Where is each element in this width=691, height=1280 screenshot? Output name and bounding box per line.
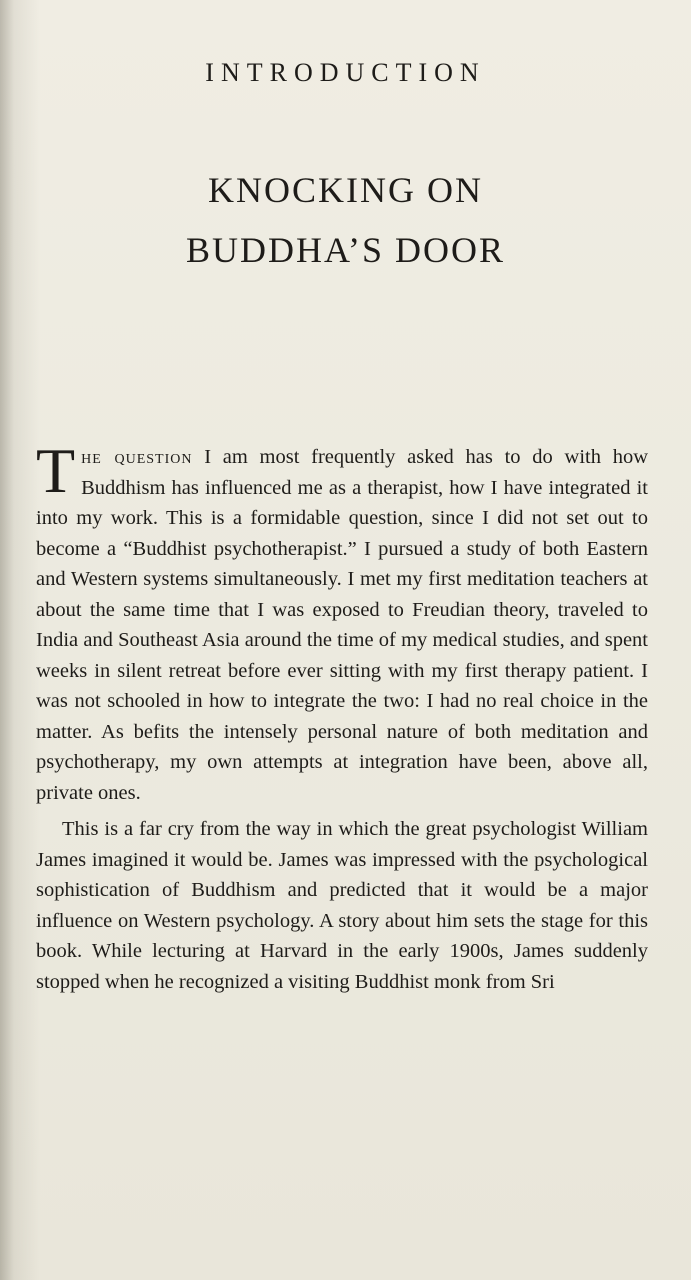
- drop-cap: T: [36, 435, 76, 506]
- paragraph-1: [36, 435, 648, 808]
- body-text: [36, 435, 648, 997]
- chapter-title: [0, 160, 691, 280]
- chapter-label: INTRODUCTION: [205, 58, 486, 87]
- paragraph-1-text: I am most frequently asked has to do with how Buddhism has influenced me as a therapist, how I have integrated it into my work. This is a formidable question, since I did not set out to become a “Buddhist psychotherapist.” I pursued a study of both Eastern and Western systems simultaneously. I met my first meditation teachers at about the same time that I was exposed to Freudian theory, traveled to India and Southeast Asia around the time of my medical studies, and spent weeks in silent retreat before ever sitting with my first therapy patient. I was not schooled in how to integrate the two: I had no real choice in the matter. As befits the intensely personal nature of both meditation and psychotherapy, my own attempts at integration have been, above all, private ones.: [36, 446, 648, 804]
- chapter-title-line-2: BUDDHA’S DOOR: [185, 230, 506, 270]
- chapter-title-line-1: KNOCKING ON: [208, 170, 483, 210]
- paragraph-2: This is a far cry from the way in which the great psychologist William James imagined it would be. James was impressed with the psychological sophistication of Buddhism and predicted that it would be a major influence on Western psychology. A story about him sets the stage for this book. While lecturing at Harvard in the early 1900s, James suddenly stopped when he recognized a visiting Buddhist monk from Sri: [36, 818, 648, 993]
- lead-in-small-caps: he question: [81, 446, 193, 468]
